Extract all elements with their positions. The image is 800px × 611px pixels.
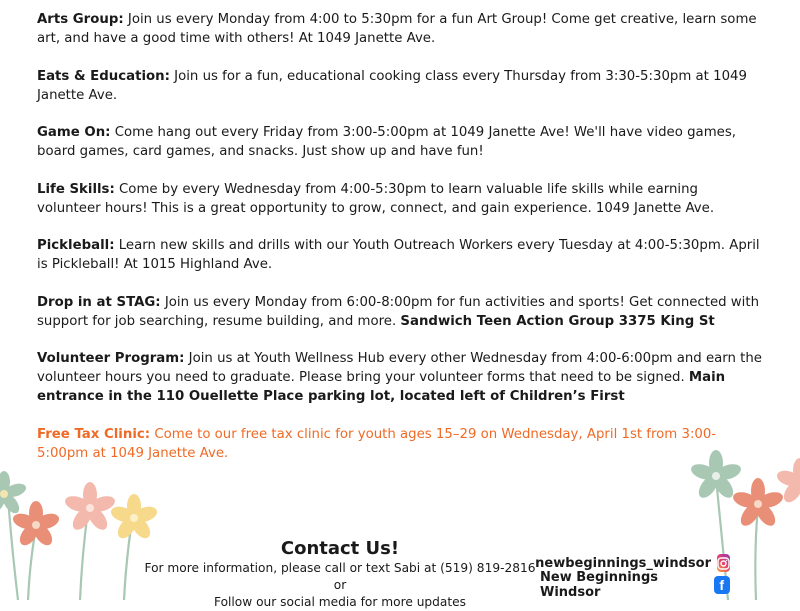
program-arts-group <box>37 10 765 48</box>
program-location: Sandwich Teen Action Group 3375 King St <box>400 313 715 329</box>
flower-pink-left <box>63 482 117 533</box>
program-description: Learn new skills and drills with our Youth Outreach Workers every Tuesday at 4:00-5:30pm. April is Pickleball! At 1015 Highland Ave. <box>37 238 760 272</box>
program-description: Come hang out every Friday from 3:00-5:00pm at 1049 Janette Ave! We'll have video games, board games, card games, and snacks. Just show up and have fun! <box>37 125 736 159</box>
program-title: Pickleball: <box>37 238 115 253</box>
program-title: Drop in at STAG: <box>37 294 161 310</box>
facebook-icon[interactable]: f <box>714 576 730 594</box>
instagram-icon[interactable] <box>717 554 730 572</box>
program-game-on <box>37 123 765 161</box>
program-free-tax-clinic <box>37 425 765 463</box>
flower-orange-right <box>731 478 785 529</box>
program-list <box>37 10 765 481</box>
program-pickleball <box>37 236 765 274</box>
program-volunteer <box>37 349 765 406</box>
program-description: Join us every Monday from 6:00-8:00pm for fun activities and sports! Get connected with support for job searching, resume building, and more. <box>37 294 760 329</box>
program-title: Volunteer Program: <box>37 351 185 366</box>
instagram-handle[interactable]: newbeginnings_windsor <box>535 555 711 571</box>
program-drop-in-stag <box>37 293 765 331</box>
program-life-skills <box>37 180 765 218</box>
program-title: Arts Group: <box>37 12 124 27</box>
flower-orange-left <box>11 501 61 549</box>
program-description: Come by every Wednesday from 4:00-5:30pm to learn valuable life skills while earning volunteer hours! This is a great opportunity to grow, connect, and gain experience. 1049 Janette Ave. <box>37 181 715 216</box>
program-description: Join us for a fun, educational cooking class every Thursday from 3:30-5:30pm at 1049 Janette Ave. <box>37 68 747 103</box>
flower-yellow-left <box>109 494 159 542</box>
contact-section <box>140 538 540 611</box>
social-links <box>535 552 730 600</box>
facebook-handle[interactable]: New Beginnings Windsor <box>540 570 658 600</box>
program-description: Join us at Youth Wellness Hub every other Wednesday from 4:00-6:00pm and earn the volunteer hours you need to graduate. Please bring your volunteer forms that need to be signed. <box>37 351 762 385</box>
program-title: Game On: <box>37 125 111 140</box>
program-title: Life Skills: <box>37 181 115 197</box>
program-title: Free Tax Clinic: <box>37 426 151 442</box>
contact-info-line: For more information, please call or text Sabi at (519) 819-2816 or <box>144 561 536 592</box>
contact-heading: Contact Us! <box>280 538 400 559</box>
program-title: Eats & Education: <box>37 68 170 84</box>
program-location: Main entrance in the 110 Ouellette Place parking lot, located left of Children’s First <box>37 370 726 404</box>
program-description: Join us every Monday from 4:00 to 5:30pm for a fun Art Group! Come get creative, learn some art, and have a good time with others! At 1049 Janette Ave. <box>37 12 757 46</box>
flower-pink-right <box>775 458 800 506</box>
program-description: Come to our free tax clinic for youth ages 15–29 on Wednesday, April 1st from 3:00-5:00pm at 1049 Janette Ave. <box>37 426 717 461</box>
facebook-link[interactable] <box>540 570 730 600</box>
flower-green-left <box>0 471 28 516</box>
contact-social-line: Follow our social media for more updates <box>214 595 466 609</box>
program-eats-education <box>37 67 765 105</box>
